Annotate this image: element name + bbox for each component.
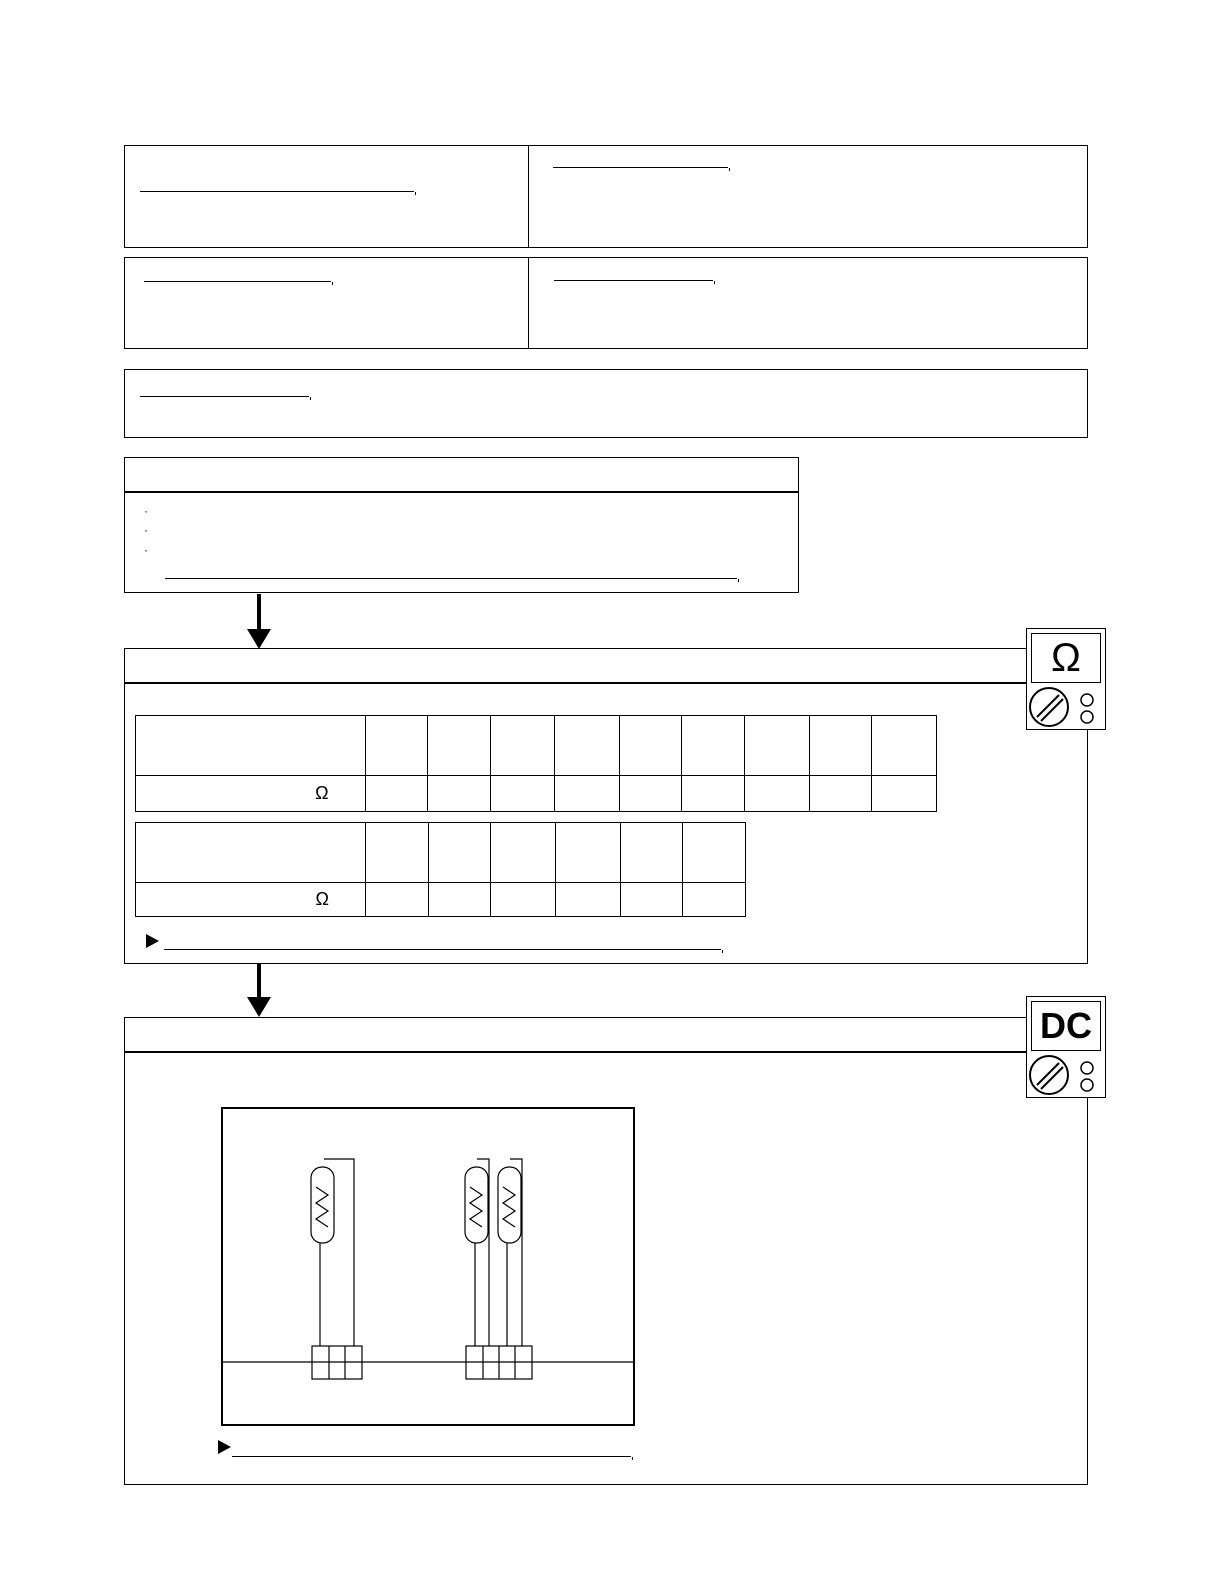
bullet-point: · bbox=[144, 504, 148, 518]
table-header-cell bbox=[490, 716, 554, 776]
redacted-text-line bbox=[164, 949, 721, 950]
step-3-header-divider bbox=[125, 1051, 1027, 1053]
table-header-cell bbox=[491, 823, 556, 883]
table-cell bbox=[555, 883, 620, 917]
table-header-cell bbox=[428, 716, 491, 776]
table-cell bbox=[365, 776, 428, 812]
info-box-wide bbox=[124, 369, 1088, 438]
table-header-cell bbox=[366, 823, 429, 883]
redacted-text-line bbox=[232, 1456, 631, 1457]
resistance-label-cell bbox=[136, 883, 366, 917]
table-cell bbox=[744, 776, 809, 812]
meter-display bbox=[1031, 633, 1101, 683]
table-header-cell bbox=[744, 716, 809, 776]
ohm-unit-symbol: Ω bbox=[315, 889, 330, 909]
table-header-cell bbox=[555, 823, 620, 883]
bullet-point: · bbox=[144, 523, 148, 537]
table-cell bbox=[683, 883, 746, 917]
table-cell bbox=[366, 883, 429, 917]
step-2-header-divider bbox=[125, 682, 1027, 684]
ohm-unit-symbol: Ω bbox=[315, 783, 329, 803]
meter-dial-icon bbox=[1027, 1051, 1105, 1097]
flow-arrow-head bbox=[247, 997, 271, 1017]
flow-arrow-shaft bbox=[257, 964, 261, 999]
table-cell bbox=[682, 776, 745, 812]
table-header-cell bbox=[809, 716, 872, 776]
table-header-cell bbox=[682, 716, 745, 776]
result-pointer-icon bbox=[218, 1440, 231, 1454]
meter-display bbox=[1031, 1001, 1101, 1051]
meter-dial-icon bbox=[1027, 683, 1105, 729]
table-header-cell bbox=[428, 823, 491, 883]
table-cell bbox=[620, 883, 683, 917]
info-box-mid-left bbox=[124, 257, 530, 349]
dc-symbol: DC bbox=[1040, 1005, 1092, 1046]
table-header-cell bbox=[365, 716, 428, 776]
info-box-mid-right bbox=[528, 257, 1088, 349]
redacted-text-line bbox=[165, 578, 737, 579]
table-header-cell bbox=[683, 823, 746, 883]
table-cell bbox=[428, 776, 491, 812]
ohm-symbol: Ω bbox=[1051, 636, 1081, 680]
table-cell bbox=[555, 776, 619, 812]
table-header-cell bbox=[872, 716, 937, 776]
redacted-text-line bbox=[553, 167, 728, 168]
redacted-text-line bbox=[144, 281, 331, 282]
table-cell bbox=[491, 883, 556, 917]
table-header-cell bbox=[619, 716, 682, 776]
table-cell bbox=[428, 883, 491, 917]
redacted-text-line bbox=[140, 191, 414, 192]
info-box-top-right bbox=[528, 145, 1088, 248]
table-cell bbox=[809, 776, 872, 812]
redacted-text-line bbox=[140, 396, 309, 397]
step-1-header-divider bbox=[125, 491, 798, 493]
connector-diagram bbox=[221, 1107, 636, 1427]
resistance-table-2 bbox=[135, 822, 746, 917]
ohmmeter-icon bbox=[1026, 628, 1106, 730]
table-cell bbox=[490, 776, 554, 812]
table-header-cell bbox=[136, 823, 366, 883]
flow-arrow-head bbox=[247, 629, 271, 649]
table-cell bbox=[619, 776, 682, 812]
result-pointer-icon bbox=[146, 934, 159, 948]
table-header-cell bbox=[620, 823, 683, 883]
info-box-top-left bbox=[124, 145, 530, 248]
redacted-text-line bbox=[554, 280, 713, 281]
table-cell bbox=[872, 776, 937, 812]
flow-arrow-shaft bbox=[257, 594, 261, 630]
resistance-table-1 bbox=[135, 715, 937, 812]
table-header-cell bbox=[555, 716, 619, 776]
connector-right bbox=[466, 1346, 532, 1379]
dc-voltmeter-icon bbox=[1026, 996, 1106, 1098]
bullet-point: · bbox=[144, 543, 148, 557]
step-1-box bbox=[124, 457, 799, 593]
connector-left bbox=[312, 1346, 362, 1379]
resistance-label-cell bbox=[136, 776, 366, 812]
table-header-cell bbox=[136, 716, 366, 776]
